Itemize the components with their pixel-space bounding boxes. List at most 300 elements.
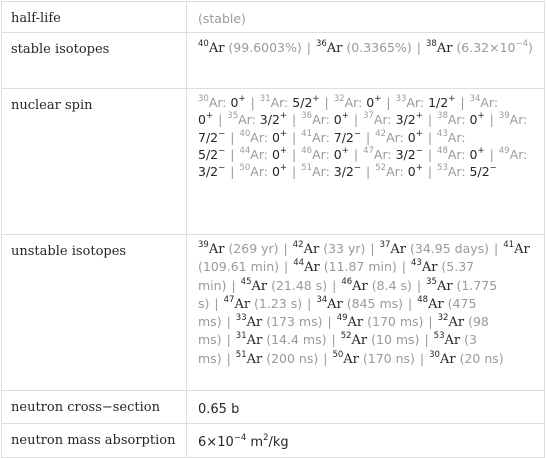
isotope-mass: 41 <box>301 128 313 139</box>
isotope-mass: 47 <box>363 145 374 156</box>
isotope-mass: 32 <box>437 313 449 324</box>
isotope-abundance: (0.3365%) <box>346 40 412 55</box>
isotope-mass: 33 <box>235 313 247 324</box>
isotope-half-life: (1.775 s) <box>198 277 498 311</box>
separator: | <box>230 164 235 180</box>
spin-parity: − <box>353 163 362 174</box>
isotope-symbol: Ar: <box>447 164 466 180</box>
isotope-mass: 31 <box>259 94 271 104</box>
isotope-symbol: Ar: <box>373 112 392 128</box>
spin-item <box>260 95 289 110</box>
separator: | <box>370 241 375 256</box>
spin-value <box>470 112 485 127</box>
unstable-isotope-item <box>417 296 443 311</box>
isotope-symbol: Ar <box>246 315 263 331</box>
separator: | <box>230 146 235 162</box>
isotope-mass: 35 <box>426 276 437 287</box>
spin-number: 0 <box>230 95 239 110</box>
separator: | <box>419 350 425 366</box>
isotope-mass: 43 <box>411 258 422 269</box>
separator: | <box>292 146 297 162</box>
spin-parity: + <box>341 145 349 156</box>
spin-value <box>428 95 455 110</box>
separator: | <box>489 112 494 128</box>
spin-item <box>239 130 268 145</box>
isotope-mass: 51 <box>235 349 247 360</box>
spin-value <box>470 164 497 179</box>
spin-value <box>334 130 361 145</box>
separator: | <box>494 241 499 256</box>
isotope-mass: 38 <box>437 111 448 122</box>
unstable-isotope-item <box>316 296 342 311</box>
isotope-symbol: Ar <box>343 351 359 367</box>
isotope-symbol: Ar <box>351 333 368 349</box>
isotope-half-life: (170 ms) <box>367 314 424 330</box>
isotope-symbol: Ar: <box>480 95 499 110</box>
unstable-isotope-item <box>236 314 262 329</box>
isotope-half-life: (109.61 min) <box>198 259 280 275</box>
spin-item <box>499 147 528 162</box>
spin-item <box>334 95 363 110</box>
spin-parity: + <box>374 94 382 104</box>
value-unstable-isotopes <box>187 235 545 391</box>
spin-value <box>408 130 423 145</box>
unstable-isotope-item <box>293 241 319 256</box>
spin-number: 7/2 <box>198 129 219 145</box>
isotope-symbol: Ar: <box>386 129 404 145</box>
isotope-mass: 32 <box>333 94 345 104</box>
spin-value <box>396 112 423 127</box>
separator: | <box>408 295 413 311</box>
spin-item <box>301 147 330 162</box>
separator: | <box>386 95 391 110</box>
label-nuclear-spin: nuclear spin <box>2 89 187 235</box>
isotope-symbol: Ar: <box>447 112 466 128</box>
spin-value <box>272 147 287 162</box>
isotope-half-life: (5.37 min) <box>198 259 475 293</box>
isotope-symbol: Ar <box>444 333 461 349</box>
value-nuclear-spin <box>187 89 545 235</box>
isotope-symbol: Ar: <box>344 95 363 110</box>
spin-number: 0 <box>407 129 416 145</box>
spin-item <box>437 164 466 179</box>
spin-value <box>231 95 246 110</box>
isotope-mass: 52 <box>375 163 387 174</box>
isotope-mass: 50 <box>332 349 344 360</box>
spin-parity: − <box>489 163 497 174</box>
unstable-isotope-item <box>434 332 460 347</box>
spin-item <box>301 130 330 145</box>
spin-value <box>198 112 213 127</box>
separator: | <box>427 129 433 145</box>
spin-number: 1/2 <box>428 95 449 110</box>
row-half-life <box>2 2 545 33</box>
row-neutron-cross-section <box>2 391 545 424</box>
isotope-symbol: Ar <box>428 296 444 312</box>
abundance-exponent: −4 <box>515 39 529 49</box>
isotope-mass: 30 <box>429 349 440 360</box>
separator: | <box>226 332 231 348</box>
isotope-mass: 39 <box>198 240 209 250</box>
value-neutron-mass-absorption <box>187 424 545 458</box>
spin-item <box>437 130 466 145</box>
isotope-abundance: (99.6003%) <box>228 40 302 55</box>
spin-value <box>408 164 423 179</box>
isotope-mass: 39 <box>498 111 510 122</box>
isotope-symbol: Ar <box>304 260 320 276</box>
spin-item <box>396 95 425 110</box>
spin-parity: − <box>415 145 423 156</box>
label-neutron-cross-section: neutron cross−section <box>2 391 187 424</box>
isotope-mass: 48 <box>437 145 448 156</box>
separator: | <box>460 95 465 110</box>
isotope-half-life: (21.48 s) <box>271 277 328 293</box>
isotope-mass: 42 <box>375 128 387 139</box>
isotope-half-life: (11.87 min) <box>323 259 397 275</box>
isotope-mass: 42 <box>292 240 304 250</box>
spin-value <box>198 147 225 162</box>
spin-value <box>272 164 287 179</box>
separator: | <box>366 164 371 180</box>
abundance-times: ×10 <box>489 40 516 55</box>
isotope-symbol: Ar <box>439 351 456 367</box>
isotope-symbol: Ar <box>246 351 263 367</box>
separator: | <box>226 350 231 366</box>
separator: | <box>284 259 289 275</box>
unstable-isotope-item <box>429 351 455 366</box>
separator: | <box>353 112 359 128</box>
unstable-isotope-item <box>236 351 262 366</box>
separator: | <box>331 332 336 348</box>
separator: | <box>218 112 223 128</box>
spin-number: 3/2 <box>198 164 219 180</box>
isotope-mass: 37 <box>379 240 391 250</box>
separator: | <box>489 146 494 162</box>
isotope-symbol: Ar: <box>312 164 330 180</box>
isotope-half-life: (173 ms) <box>266 314 323 330</box>
isotope-mass: 53 <box>437 163 448 174</box>
isotope-mass: 49 <box>336 313 348 324</box>
value-neutron-cross-section <box>187 391 545 424</box>
separator: | <box>292 112 297 128</box>
separator: | <box>230 129 235 145</box>
spin-value <box>334 147 349 162</box>
isotope-mass: 49 <box>498 145 510 156</box>
spin-value <box>198 130 225 145</box>
unstable-isotope-item <box>341 278 367 293</box>
spin-number: 5/2 <box>198 146 219 162</box>
absorption-unit-tail: /kg <box>268 435 289 450</box>
separator: | <box>323 350 328 366</box>
spin-item <box>363 112 392 127</box>
isotope-mass: 46 <box>301 145 313 156</box>
isotope-half-life: (14.4 ms) <box>266 332 327 348</box>
isotope-symbol: Ar <box>246 333 263 349</box>
absorption-mantissa: 6 <box>198 435 207 450</box>
isotope-half-life: (20 ns) <box>459 350 504 366</box>
spin-number: 0 <box>469 146 478 162</box>
separator: | <box>306 40 311 55</box>
neutron-cross-section-value: 0.65 b <box>198 402 240 417</box>
spin-number: 0 <box>407 164 416 180</box>
spin-parity: + <box>279 163 288 174</box>
spin-parity: + <box>448 94 456 104</box>
isotope-half-life: (1.23 s) <box>254 295 303 311</box>
isotope-symbol: Ar <box>390 242 407 257</box>
absorption-base: 10 <box>217 435 234 450</box>
label-half-life: half-life <box>2 2 187 33</box>
isotope-half-life: (10 ms) <box>371 332 420 348</box>
unstable-isotope-item <box>380 241 406 256</box>
spin-number: 3/2 <box>333 164 354 180</box>
spin-item <box>198 95 227 110</box>
isotope-mass: 40 <box>198 39 209 49</box>
spin-number: 3/2 <box>395 146 416 162</box>
isotope-symbol: Ar: <box>373 146 392 162</box>
isotope-half-life: (34.95 days) <box>410 241 490 256</box>
isotope-mass: 44 <box>239 145 251 156</box>
abundance-mantissa: (6.32 <box>456 40 490 55</box>
isotope-symbol: Ar <box>352 278 368 294</box>
separator: | <box>353 146 359 162</box>
spin-value <box>198 164 225 179</box>
absorption-unit-base: m <box>246 435 264 450</box>
isotope-mass: 31 <box>235 331 247 342</box>
isotope-half-life: (475 ms) <box>198 295 477 330</box>
isotope-symbol: Ar <box>514 242 530 257</box>
isotope-symbol: Ar: <box>270 95 289 110</box>
spin-parity: + <box>279 128 288 139</box>
spin-value <box>366 95 381 110</box>
row-nuclear-spin <box>2 89 545 235</box>
unstable-isotope-item <box>293 259 319 274</box>
unstable-isotope-item <box>241 278 267 293</box>
unstable-isotope-item <box>503 241 529 256</box>
isotope-symbol: Ar <box>234 296 251 312</box>
separator: | <box>427 164 433 180</box>
spin-value <box>396 147 423 162</box>
isotope-half-life: (269 yr) <box>228 241 279 256</box>
spin-number: 3/2 <box>395 112 416 128</box>
isotope-mass: 46 <box>341 276 353 287</box>
stable-isotope-item <box>316 40 342 55</box>
row-stable-isotopes <box>2 33 545 89</box>
unstable-isotope-item <box>236 332 262 347</box>
isotope-mass: 53 <box>433 331 445 342</box>
spin-parity: + <box>279 145 288 156</box>
row-unstable-isotopes <box>2 235 545 391</box>
isotope-symbol: Ar: <box>208 95 227 110</box>
spin-parity: − <box>218 128 226 139</box>
label-stable-isotopes: stable isotopes <box>2 33 187 89</box>
spin-number: 0 <box>333 146 342 162</box>
spin-parity: − <box>353 128 362 139</box>
separator: | <box>283 241 288 256</box>
isotope-symbol: Ar <box>208 242 225 257</box>
spin-parity: + <box>279 111 288 122</box>
isotope-mass: 34 <box>316 294 328 305</box>
spin-number: 0 <box>271 164 280 180</box>
isotope-symbol: Ar <box>327 296 343 312</box>
label-neutron-mass-absorption: neutron mass absorption <box>2 424 187 458</box>
spin-item <box>301 112 330 127</box>
spin-parity: − <box>218 163 226 174</box>
isotope-mass: 30 <box>198 94 209 104</box>
spin-item <box>470 95 499 110</box>
isotope-symbol: Ar: <box>312 112 330 128</box>
spin-value <box>292 95 319 110</box>
row-neutron-mass-absorption <box>2 424 545 458</box>
value-half-life <box>187 2 545 33</box>
isotope-symbol: Ar: <box>312 146 330 162</box>
isotope-half-life: (33 yr) <box>323 241 366 256</box>
isotope-symbol: Ar: <box>238 112 256 128</box>
isotope-half-life: (170 ns) <box>362 350 415 366</box>
isotope-mass: 51 <box>301 163 313 174</box>
spin-number: 0 <box>198 112 206 128</box>
unstable-isotope-item <box>198 241 224 256</box>
isotope-symbol: Ar <box>436 41 453 56</box>
isotope-mass: 41 <box>503 240 515 250</box>
spin-item <box>375 164 404 179</box>
isotope-symbol: Ar <box>303 242 320 257</box>
spin-parity: + <box>341 111 349 122</box>
spin-item <box>301 164 330 179</box>
unstable-isotope-item <box>438 314 464 329</box>
separator: | <box>307 295 312 311</box>
spin-parity: + <box>238 94 246 104</box>
stable-isotope-item <box>426 40 452 55</box>
spin-item <box>239 147 268 162</box>
isotope-symbol: Ar: <box>447 129 466 145</box>
separator: | <box>327 314 332 330</box>
spin-value <box>334 164 361 179</box>
separator: | <box>416 40 421 55</box>
spin-item <box>375 130 404 145</box>
spin-item <box>499 112 528 127</box>
isotope-mass: 36 <box>301 111 313 122</box>
spin-number: 7/2 <box>333 129 354 145</box>
isotope-mass: 52 <box>340 331 352 342</box>
abundance-close: ) <box>528 40 533 55</box>
isotope-mass: 43 <box>437 128 448 139</box>
separator: | <box>226 314 231 330</box>
unstable-isotope-item <box>341 332 367 347</box>
spin-item <box>239 164 268 179</box>
isotope-symbol: Ar: <box>312 129 330 145</box>
isotope-abundance <box>456 40 533 55</box>
spin-value <box>470 147 485 162</box>
isotope-symbol: Ar: <box>509 146 528 162</box>
properties-table <box>1 1 545 458</box>
unstable-isotope-item <box>332 351 358 366</box>
isotope-mass: 33 <box>395 94 407 104</box>
isotope-mass: 45 <box>240 276 252 287</box>
isotope-half-life: (8.4 s) <box>371 277 412 293</box>
spin-number: 0 <box>271 129 280 145</box>
separator: | <box>292 164 297 180</box>
spin-item <box>363 147 392 162</box>
unstable-isotope-item <box>411 259 437 274</box>
spin-parity: + <box>312 94 320 104</box>
isotope-symbol: Ar <box>448 315 465 331</box>
separator: | <box>250 95 255 110</box>
spin-number: 0 <box>271 146 280 162</box>
spin-item <box>437 112 466 127</box>
isotope-symbol: Ar: <box>509 112 528 128</box>
isotope-symbol: Ar: <box>250 164 268 180</box>
separator: | <box>427 112 433 128</box>
isotope-half-life: (3 ms) <box>198 332 477 366</box>
isotope-symbol: Ar: <box>406 95 425 110</box>
stable-isotope-item <box>198 40 224 55</box>
value-stable-isotopes <box>187 33 545 89</box>
label-unstable-isotopes: unstable isotopes <box>2 235 187 391</box>
spin-parity: + <box>415 111 423 122</box>
separator: | <box>231 277 236 293</box>
spin-number: 5/2 <box>292 95 313 110</box>
absorption-times: × <box>206 435 218 450</box>
isotope-symbol: Ar <box>326 41 343 56</box>
absorption-exponent: −4 <box>233 433 247 443</box>
separator: | <box>427 146 433 162</box>
isotope-symbol: Ar: <box>250 146 268 162</box>
isotope-half-life: (98 ms) <box>198 314 489 348</box>
spin-value <box>260 112 287 127</box>
isotope-symbol: Ar: <box>386 164 404 180</box>
isotope-half-life: (200 ns) <box>266 350 319 366</box>
isotope-mass: 44 <box>293 258 305 269</box>
spin-value <box>272 130 287 145</box>
unstable-isotope-item <box>337 314 363 329</box>
isotope-mass: 40 <box>239 128 251 139</box>
separator: | <box>214 295 219 311</box>
isotope-mass: 47 <box>223 294 235 305</box>
separator: | <box>424 332 429 348</box>
isotope-symbol: Ar <box>347 315 364 331</box>
isotope-symbol: Ar: <box>447 146 466 162</box>
spin-parity: + <box>415 163 423 174</box>
spin-number: 0 <box>366 95 375 110</box>
isotope-symbol: Ar <box>251 278 268 294</box>
isotope-mass: 48 <box>417 294 429 305</box>
spin-number: 5/2 <box>469 164 490 180</box>
spin-parity: + <box>477 111 485 122</box>
spin-value <box>334 112 349 127</box>
separator: | <box>401 259 406 275</box>
isotope-mass: 50 <box>239 163 251 174</box>
separator: | <box>292 129 297 145</box>
spin-item <box>227 112 256 127</box>
spin-number: 3/2 <box>259 112 280 128</box>
separator: | <box>366 129 371 145</box>
spin-item <box>437 147 466 162</box>
isotope-symbol: Ar: <box>250 129 268 145</box>
spin-parity: − <box>218 145 226 156</box>
isotope-symbol: Ar <box>208 41 225 56</box>
isotope-mass: 38 <box>425 39 437 49</box>
spin-parity: + <box>415 128 423 139</box>
separator: | <box>416 277 422 293</box>
spin-parity: + <box>477 145 485 156</box>
separator: | <box>428 314 433 330</box>
isotope-mass: 37 <box>363 111 374 122</box>
isotope-half-life: (845 ms) <box>346 295 404 311</box>
spin-number: 0 <box>333 112 342 128</box>
absorption-unit-exponent: 2 <box>263 433 269 443</box>
isotope-mass: 35 <box>227 111 239 122</box>
separator: | <box>324 95 329 110</box>
